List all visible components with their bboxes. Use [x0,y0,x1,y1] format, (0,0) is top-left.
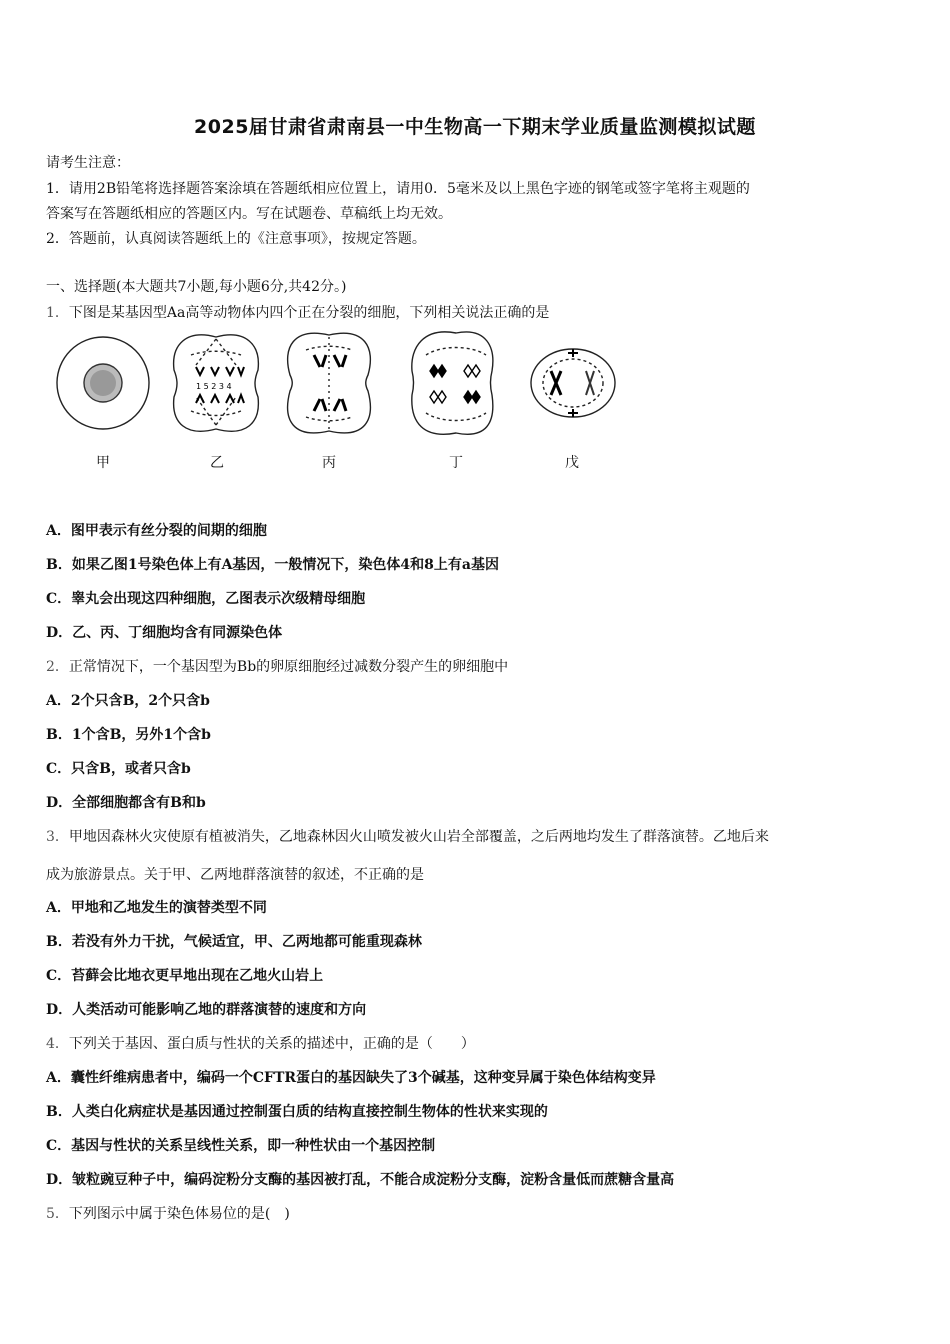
answer-option: B．1个含B，另外1个含b [46,727,211,743]
cell-jia-icon [57,337,149,429]
notice-heading: 请考生注意： [46,155,130,171]
answer-option: B．若没有外力干扰，气候适宜，甲、乙两地都可能重现森林 [46,934,422,950]
answer-option: A．甲地和乙地发生的演替类型不同 [46,900,267,916]
cell-ding-icon [412,332,493,434]
answer-option: A．2个只含B，2个只含b [46,693,210,709]
question-stem [46,656,508,676]
svg-text:1 5 2 3 4: 1 5 2 3 4 [196,382,232,391]
answer-option: D．皱粒豌豆种子中，编码淀粉分支酶的基因被打乱，不能合成淀粉分支酶，淀粉含量低而蔗糖含量高 [46,1172,675,1188]
figure-label: 乙 [210,455,224,471]
question-text: 成为旅游景点。关于甲、乙两地群落演替的叙述，不正确的是 [46,867,424,883]
question-text: 下列关于基因、蛋白质与性状的关系的描述中，正确的是（ ） [68,1036,475,1052]
question-number: 1． [46,305,69,321]
section-heading: 一、选择题(本大题共7小题,每小题6分,共42分。) [46,279,347,295]
answer-option: C．基因与性状的关系呈线性关系，即一种性状由一个基因控制 [46,1138,436,1154]
figure-label: 戊 [565,455,579,471]
question-number: 3． [46,829,69,845]
answer-option: C．睾丸会出现这四种细胞，乙图表示次级精母细胞 [46,591,366,607]
question-text: 下列图示中属于染色体易位的是( ) [68,1206,290,1222]
cell-bing-icon [288,333,371,433]
figure-label: 甲 [96,455,110,471]
question-stem [46,1203,290,1223]
notice-line: 答案写在答题纸相应的答题区内。写在试题卷、草稿纸上均无效。 [46,206,452,222]
answer-option: B．人类白化病症状是基因通过控制蛋白质的结构直接控制生物体的性状来实现的 [46,1104,548,1120]
answer-option: A．囊性纤维病患者中，编码一个CFTR蛋白的基因缺失了3个碱基，这种变异属于染色体结构变异 [46,1070,656,1086]
page-title: 2025届甘肃省肃南县一中生物高一下期末学业质量监测模拟试题 [194,116,756,138]
question-stem [46,826,769,846]
question-stem [46,302,549,322]
question-number: 2． [46,659,69,675]
notice-line: 1．请用2B铅笔将选择题答案涂填在答题纸相应位置上，请用0．5毫米及以上黑色字迹的钢笔或签字笔将主观题的 [46,181,750,197]
answer-option: B．如果乙图1号染色体上有A基因，一般情况下，染色体4和8上有a基因 [46,557,499,573]
answer-option: D．乙、丙、丁细胞均含有同源染色体 [46,625,283,641]
answer-option: A．图甲表示有丝分裂的间期的细胞 [46,523,267,539]
cell-wu-icon [531,349,615,417]
answer-option: C．只含B，或者只含b [46,761,191,777]
notice-line: 2．答题前，认真阅读答题纸上的《注意事项》，按规定答题。 [46,231,426,247]
question-text: 正常情况下，一个基因型为Bb的卵原细胞经过减数分裂产生的卵细胞中 [68,659,509,675]
answer-option: D．全部细胞都含有B和b [46,795,206,811]
cell-division-figure [46,325,626,445]
question-text: 下图是某基因型Aa高等动物体内四个正在分裂的细胞，下列相关说法正确的是 [68,305,550,321]
question-number: 5． [46,1206,69,1222]
question-number: 4． [46,1036,69,1052]
figure-label: 丙 [322,455,336,471]
question-stem [46,1033,475,1053]
answer-option: D．人类活动可能影响乙地的群落演替的速度和方向 [46,1002,367,1018]
figure-label: 丁 [449,455,463,471]
answer-option: C．苔藓会比地衣更早地出现在乙地火山岩上 [46,968,324,984]
question-text: 甲地因森林火灾使原有植被消失，乙地森林因火山喷发被火山岩全部覆盖，之后两地均发生了群落演替。乙地后来 [68,829,769,845]
cell-yi-icon [174,335,259,431]
